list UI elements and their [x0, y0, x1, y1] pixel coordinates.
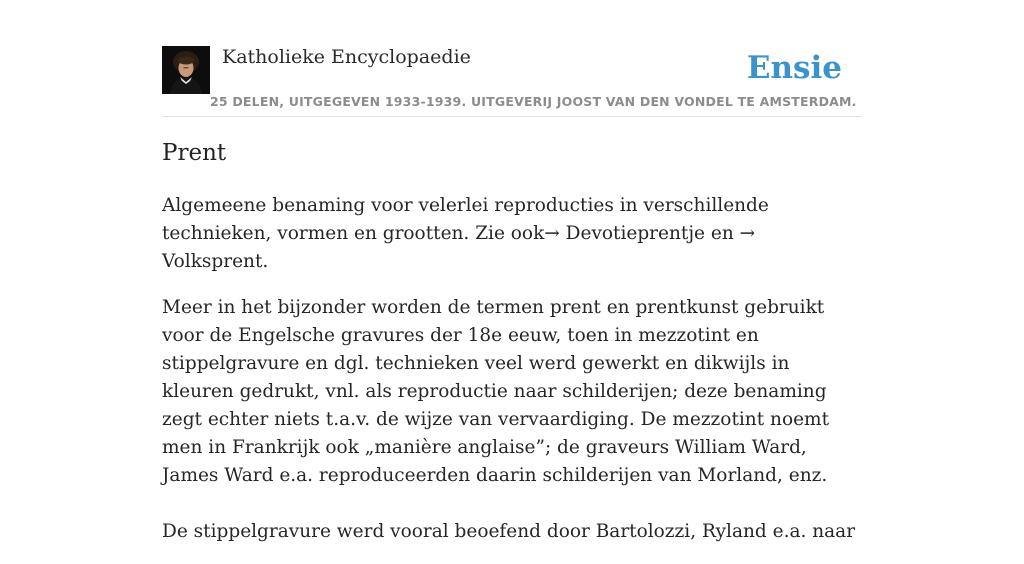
- paragraph-1-end: .: [262, 251, 269, 272]
- paragraph-1-text: Algemeene benaming voor velerlei reproducties in verschillende technieken, vormen en grootten. Zie ook: [162, 195, 769, 244]
- paragraph-1-conjunction: en: [705, 223, 740, 244]
- paragraph-3: De stippelgravure werd vooral beoefend door Bartolozzi, Ryland e.a. naar: [162, 521, 856, 542]
- source-title[interactable]: Katholieke Encyclopaedie: [222, 46, 471, 68]
- article-title: Prent: [162, 140, 227, 166]
- ensie-logo-link[interactable]: Ensie: [746, 50, 842, 86]
- source-header: [162, 0, 862, 117]
- source-subtitle: 25 DELEN, UITGEGEVEN 1933-1939. UITGEVERIJ JOOST VAN DEN VONDEL TE AMSTERDAM.: [210, 94, 857, 109]
- article-body: [162, 192, 862, 564]
- paragraph-2: Meer in het bijzonder worden de termen prent en prentkunst gebruikt voor de Engelsche gravures der 18e eeuw, toen in mezzotint en stippelgravure en dgl. technieken veel werd gewerkt en dikwijls in kleuren gedrukt, vnl. als reproductie naar schilderijen; deze benaming zegt echter niets t.a.v. de wijze van vervaardiging. De mezzotint noemt men in Frankrijk ook „manière anglaise”; de graveurs William Ward, James Ward e.a. reproduceerden daarin schilderijen van Morland, enz.: [162, 297, 830, 486]
- paragraph-1: [162, 192, 862, 276]
- page: [162, 0, 862, 542]
- link-volksprent[interactable]: → Volksprent: [162, 223, 756, 272]
- portrait-avatar-icon[interactable]: [162, 46, 210, 94]
- link-devotieprentje[interactable]: → Devotieprentje: [544, 223, 705, 244]
